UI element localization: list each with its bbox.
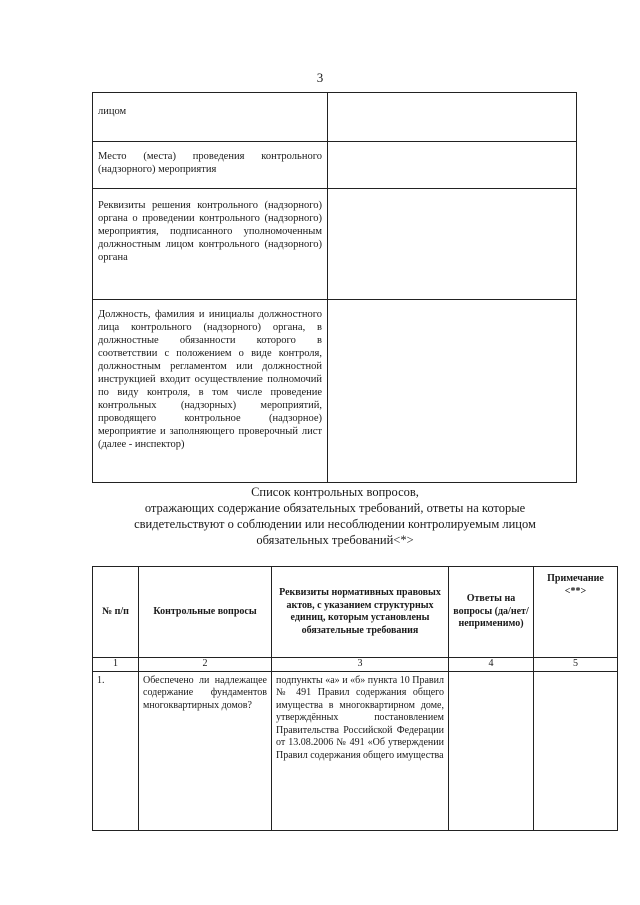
question-num: 1. bbox=[93, 671, 139, 830]
header-answers: Ответы на вопросы (да/нет/ неприменимо) bbox=[449, 567, 534, 658]
header-num: № п/п bbox=[93, 567, 139, 658]
header-note: Примечание <**> bbox=[534, 567, 618, 658]
heading-line: отражающих содержание обязательных требований, ответы на которые bbox=[144, 501, 526, 515]
question-requisites: подпункты «а» и «б» пункта 10 Правил № 491 Правил содержания общего имущества в многоквартирном доме, утверждённых постановлением Правительства Российской Федерации от 13.08.2006 № 491 «Об утверждении Правил содержания общего имущества bbox=[272, 671, 449, 830]
row-label: лицом bbox=[93, 93, 328, 142]
table-row bbox=[93, 300, 577, 483]
heading-line: свидетельствуют о соблюдении или несоблюдении контролируемым лицом bbox=[134, 517, 536, 531]
column-number: 3 bbox=[272, 658, 449, 672]
page-number: 3 bbox=[316, 70, 324, 85]
column-number: 1 bbox=[93, 658, 139, 672]
heading-line: Список контрольных вопросов, bbox=[251, 485, 419, 499]
answer-cell[interactable] bbox=[449, 671, 534, 830]
inspection-info-table bbox=[92, 92, 577, 483]
header-requisites: Реквизиты нормативных правовых актов, с указанием структурных единиц, которым установлены обязательные требования bbox=[272, 567, 449, 658]
table-row bbox=[93, 142, 577, 189]
table-row bbox=[93, 189, 577, 300]
row-value bbox=[328, 189, 577, 300]
questions-table bbox=[92, 566, 618, 831]
row-label: Должность, фамилия и инициалы должностного лица контрольного (надзорного) органа, в должностные обязанности которого в соответствии с положением о виде контроля, должностным регламентом или должностной инструкцией входит осуществление полномочий по виду контроля, в том числе проведение контрольных (надзорных) мероприятий, проводящего контрольное (надзорное) мероприятие и заполняющего проверочный лист (далее - инспектор) bbox=[93, 300, 328, 483]
column-number: 5 bbox=[534, 658, 618, 672]
note-cell[interactable] bbox=[534, 671, 618, 830]
column-numbers-row bbox=[93, 658, 618, 672]
row-label: Место (места) проведения контрольного (надзорного) мероприятия bbox=[93, 142, 328, 189]
row-value bbox=[328, 142, 577, 189]
table-row bbox=[93, 671, 618, 830]
header-question: Контрольные вопросы bbox=[139, 567, 272, 658]
column-number: 2 bbox=[139, 658, 272, 672]
row-value bbox=[328, 300, 577, 483]
question-text: Обеспечено ли надлежащее содержание фундаментов многоквартирных домов? bbox=[139, 671, 272, 830]
row-value bbox=[328, 93, 577, 142]
heading-line: обязательных требований<*> bbox=[256, 533, 414, 547]
header-row bbox=[93, 567, 618, 658]
table-row bbox=[93, 93, 577, 142]
row-label: Реквизиты решения контрольного (надзорного) органа о проведении контрольного (надзорного) мероприятия, подписанного уполномоченным должностным лицом контрольного (надзорного) органа bbox=[93, 189, 328, 300]
section-heading bbox=[80, 484, 590, 548]
column-number: 4 bbox=[449, 658, 534, 672]
